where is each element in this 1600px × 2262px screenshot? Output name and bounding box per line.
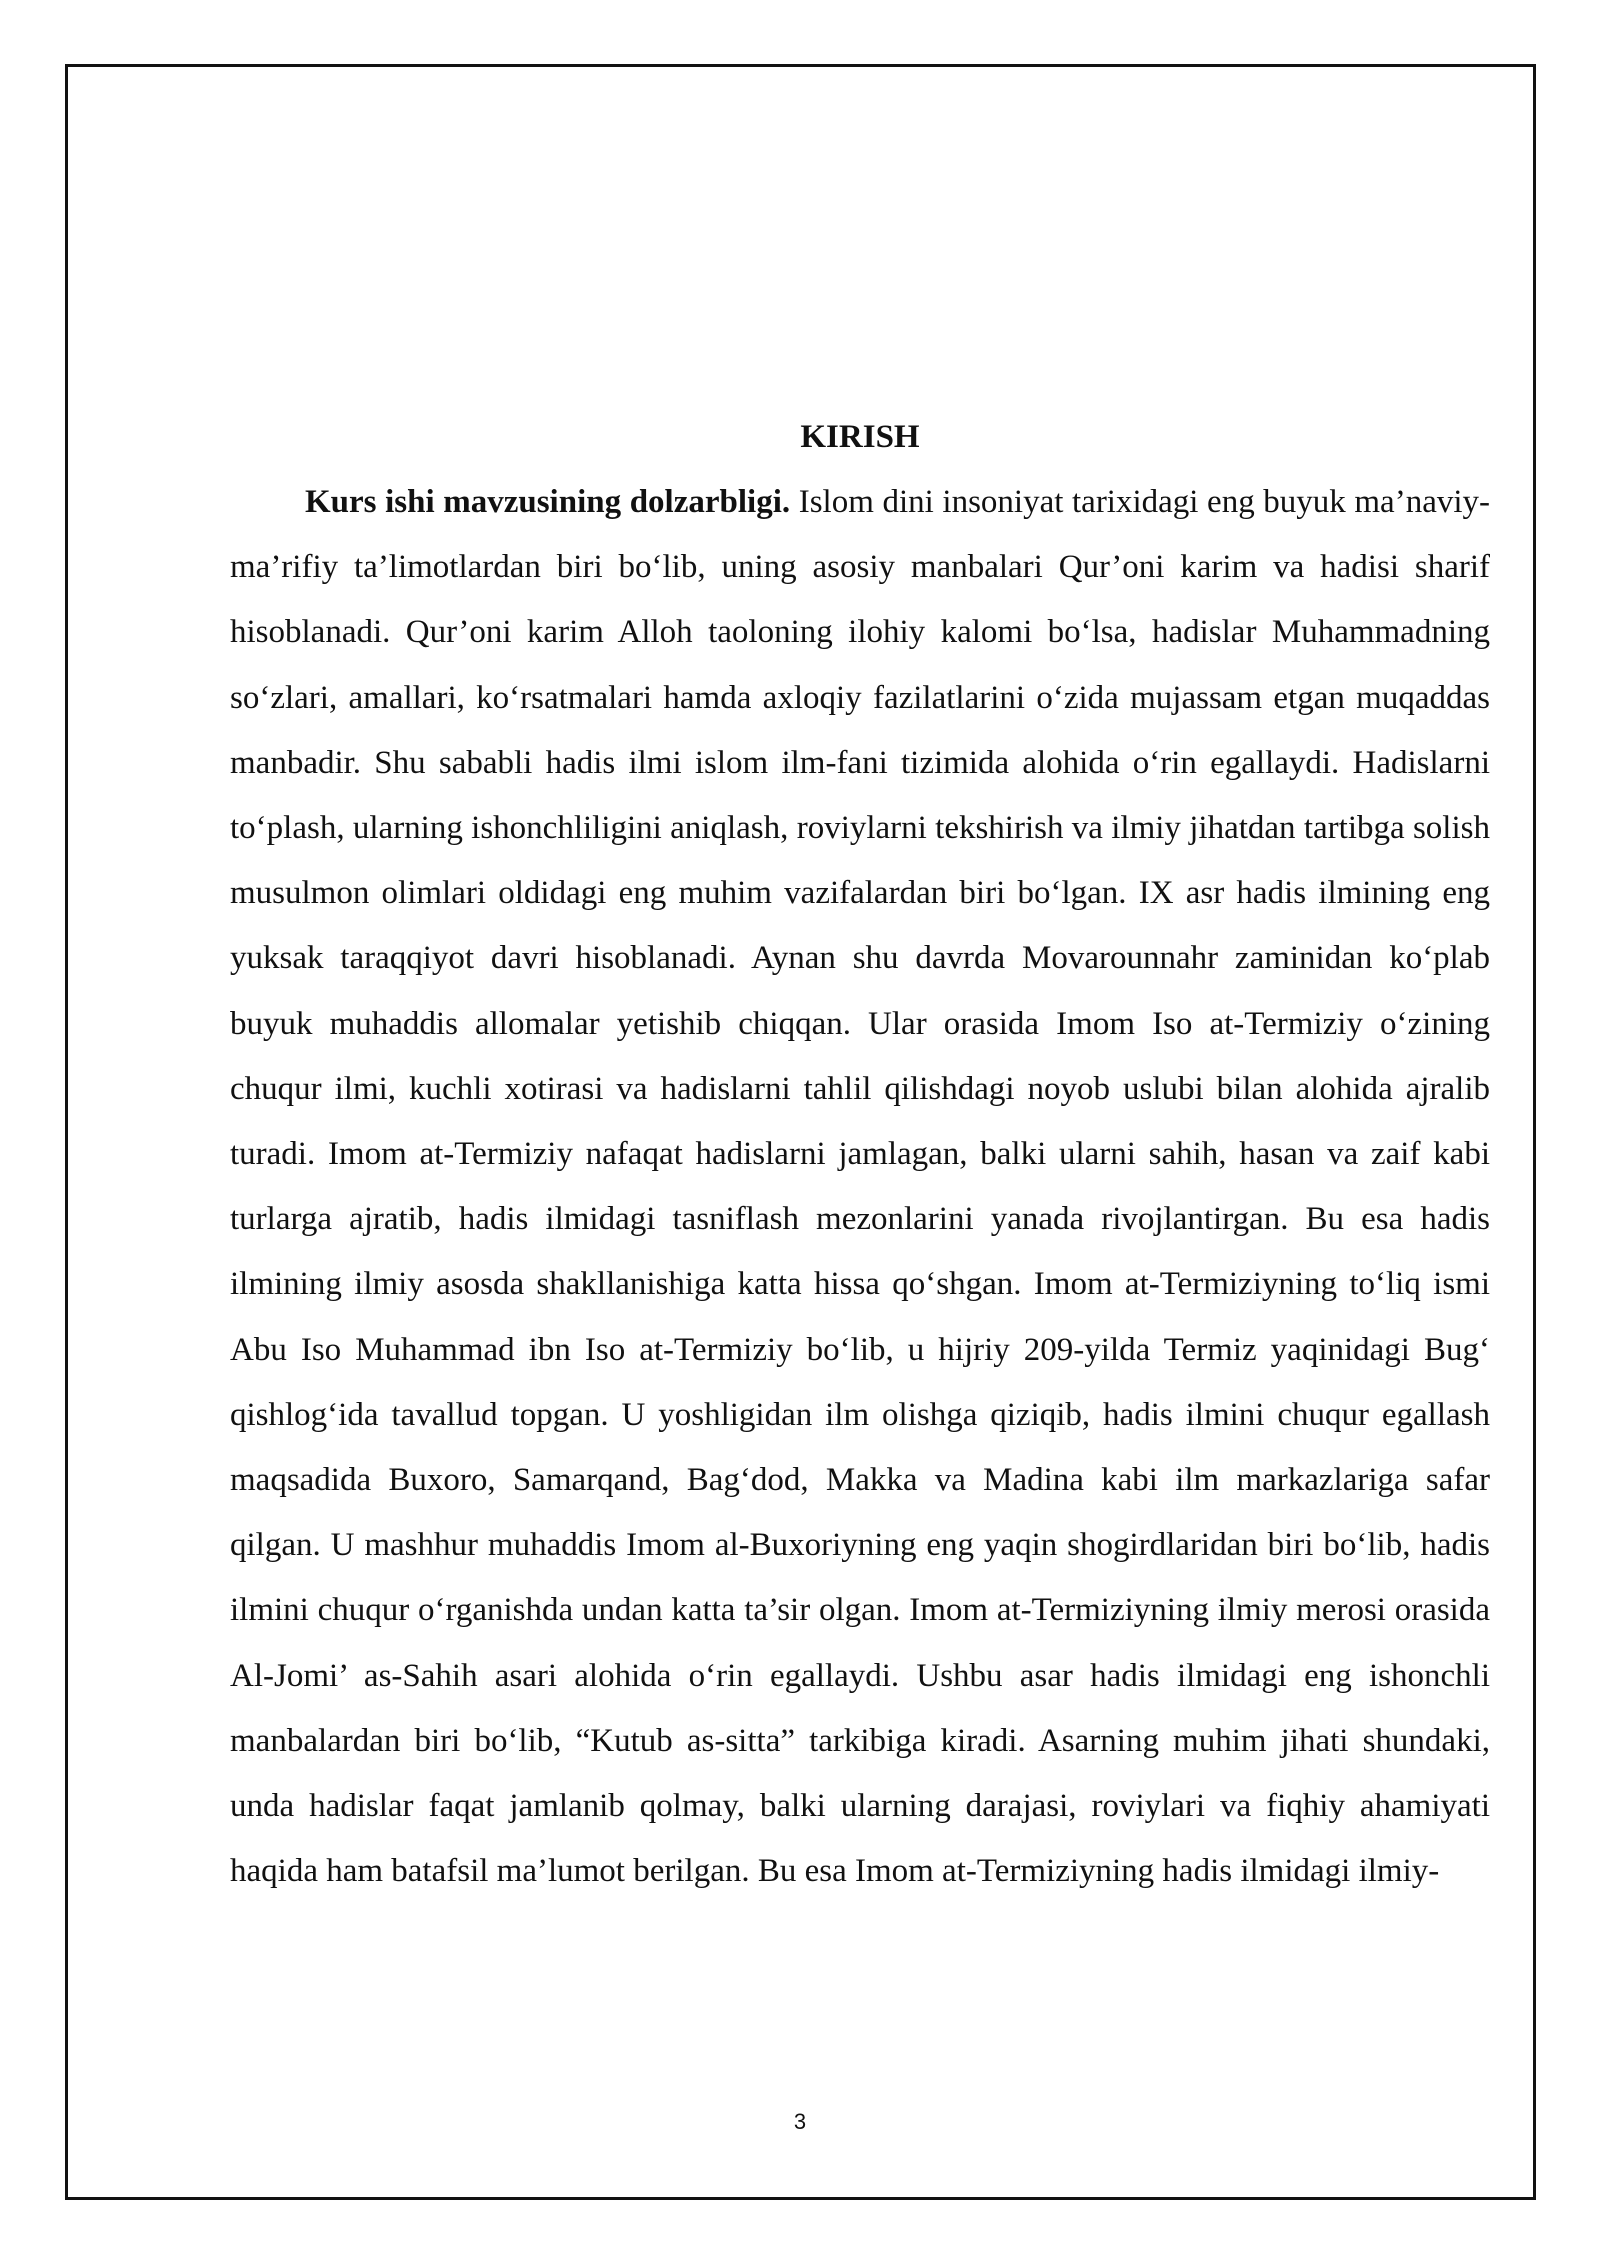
section-heading: KIRISH [800,419,920,455]
paragraph-lead: Kurs ishi mavzusining dolzarbligi. [305,484,791,520]
paragraph-body: Islom dini insoniyat tarixidagi eng buyuk ma’naviy-ma’rifiy ta’limotlardan biri bo‘lib, uning asosiy manbalari Qur’oni karim va hadisi sharif hisoblanadi. Qur’oni karim Alloh taoloning ilohiy kalomi bo‘lsa, hadislar Muhammadning so‘zlari, amallari, ko‘rsatmalari hamda axloqiy fazilatlarini o‘zida mujassam etgan muqaddas manbadir. Shu sababli hadis ilmi islom ilm-fani tizimida alohida o‘rin egallaydi. Hadislarni to‘plash, ularning ishonchliligini aniqlash, roviylarni tekshirish va ilmiy jihatdan tartibga solish musulmon olimlari oldidagi eng muhim vazifalardan biri bo‘lgan. IX asr hadis ilmining eng yuksak taraqqiyot davri hisoblanadi. Aynan shu davrda Movarounnahr zaminidan ko‘plab buyuk muhaddis allomalar yetishib chiqqan. Ular orasida Imom Iso at-Termiziy o‘zining chuqur ilmi, kuchli xotirasi va hadislarni tahlil qilishdagi noyob uslubi bilan alohida ajralib turadi. Imom at-Termiziy nafaqat hadislarni jamlagan, balki ularni sahih, hasan va zaif kabi turlarga ajratib, hadis ilmidagi tasniflash mezonlarini yanada rivojlantirgan. Bu esa hadis ilmining ilmiy asosda shakllanishiga katta hissa qo‘shgan. Imom at-Termiziyning to‘liq ismi Abu Iso Muhammad ibn Iso at-Termiziy bo‘lib, u hijriy 209-yilda Termiz yaqinidagi Bug‘ qishlog‘ida tavallud topgan. U yoshligidan ilm olishga qiziqib, hadis ilmini chuqur egallash maqsadida Buxoro, Samarqand, Bag‘dod, Makka va Madina kabi ilm markazlariga safar qilgan. U mashhur muhaddis Imom al-Buxoriyning eng yaqin shogirdlaridan biri bo‘lib, hadis ilmini chuqur o‘rganishda undan katta ta’sir olgan. Imom at-Termiziyning ilmiy merosi orasida Al-Jomi’ as-Sahih asari alohida o‘rin egallaydi. Ushbu asar hadis ilmidagi eng ishonchli manbalardan biri bo‘lib, “Kutub as-sitta” tarkibiga kiradi. Asarning muhim jihati shundaki, unda hadislar faqat jamlanib qolmay, balki ularning darajasi, roviylari va fiqhiy ahamiyati haqida ham batafsil ma’lumot berilgan. Bu esa Imom at-Termiziyning hadis ilmidagi ilmiy- [230,484,1490,1890]
document-content [230,405,1490,1904]
page-number: 3 [793,2109,807,2134]
body-paragraph [230,470,1490,1904]
